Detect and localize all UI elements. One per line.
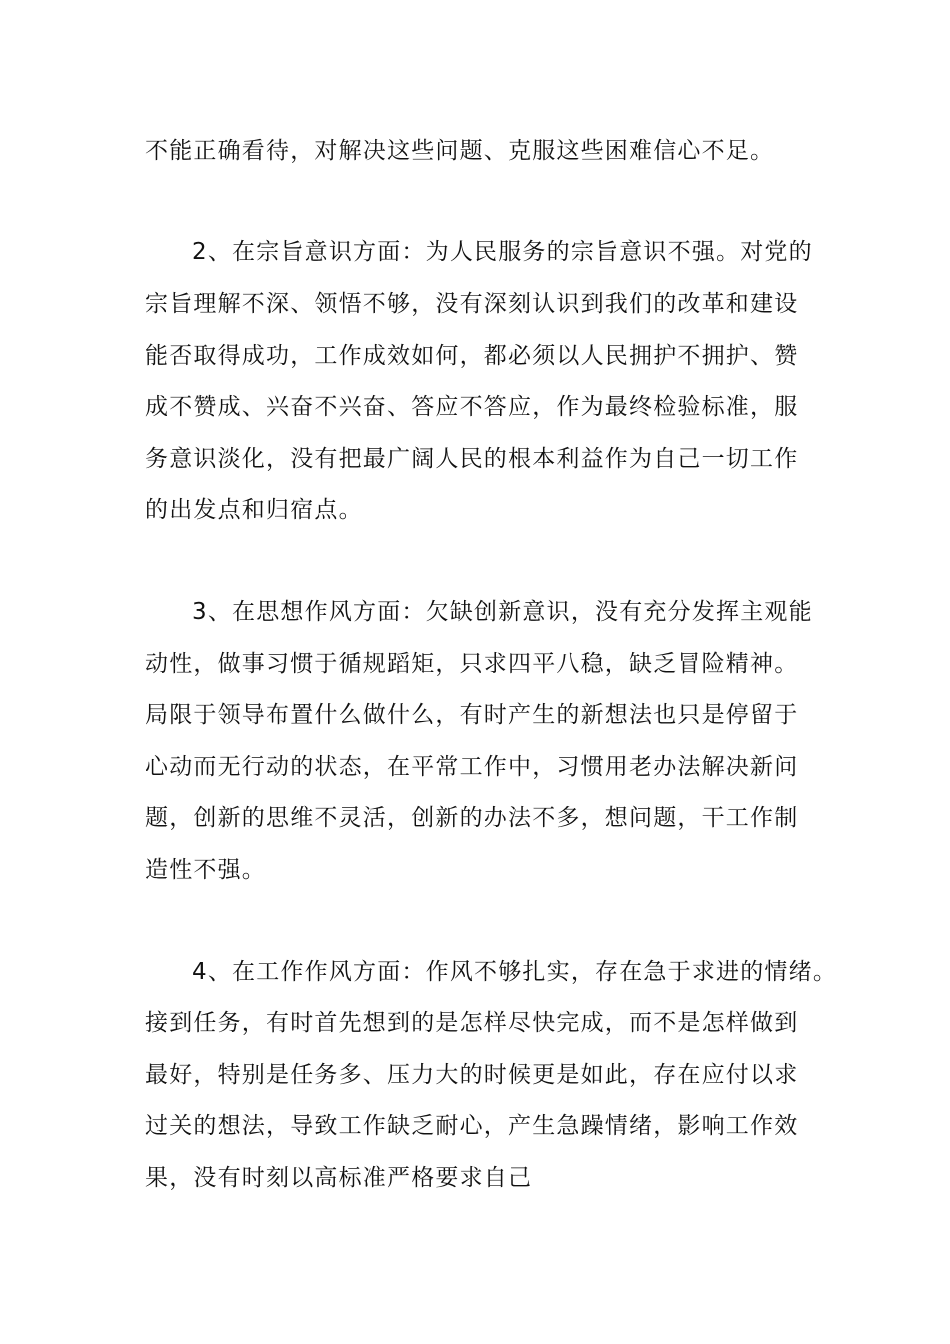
text-line: 题，创新的思维不灵活，创新的办法不多，想问题，干工作制 — [145, 805, 799, 831]
text-line: 能否取得成功，工作成效如何，都必须以人民拥护不拥护、赞 — [145, 343, 799, 369]
text-line: 接到任务，有时首先想到的是怎样尽快完成，而不是怎样做到 — [145, 1010, 799, 1036]
paragraph-2-first-line: 2、在宗旨意识方面：为人民服务的宗旨意识不强。对党的 — [192, 239, 813, 265]
text-line: 动性，做事习惯于循规蹈矩，只求四平八稳，缺乏冒险精神。 — [145, 651, 799, 677]
text-line: 心动而无行动的状态，在平常工作中，习惯用老办法解决新问 — [145, 754, 799, 780]
text-line: 不能正确看待，对解决这些问题、克服这些困难信心不足。 — [145, 138, 775, 164]
text-line: 果，没有时刻以高标准严格要求自己 — [145, 1165, 533, 1191]
text-line: 局限于领导布置什么做什么，有时产生的新想法也只是停留于 — [145, 702, 799, 728]
paragraph-3-first-line: 3、在思想作风方面：欠缺创新意识，没有充分发挥主观能 — [192, 599, 813, 625]
paragraph-4-first-line: 4、在工作作风方面：作风不够扎实，存在急于求进的情绪。 — [192, 959, 838, 985]
text-line: 过关的想法，导致工作缺乏耐心，产生急躁情绪，影响工作效 — [145, 1113, 799, 1139]
text-line: 务意识淡化，没有把最广阔人民的根本利益作为自己一切工作 — [145, 446, 799, 472]
text-line: 成不赞成、兴奋不兴奋、答应不答应，作为最终检验标准，服 — [145, 394, 799, 420]
text-line: 造性不强。 — [145, 857, 266, 883]
text-line: 的出发点和归宿点。 — [145, 497, 363, 523]
text-line: 宗旨理解不深、领悟不够，没有深刻认识到我们的改革和建设 — [145, 291, 799, 317]
text-line: 最好，特别是任务多、压力大的时候更是如此，存在应付以求 — [145, 1062, 799, 1088]
